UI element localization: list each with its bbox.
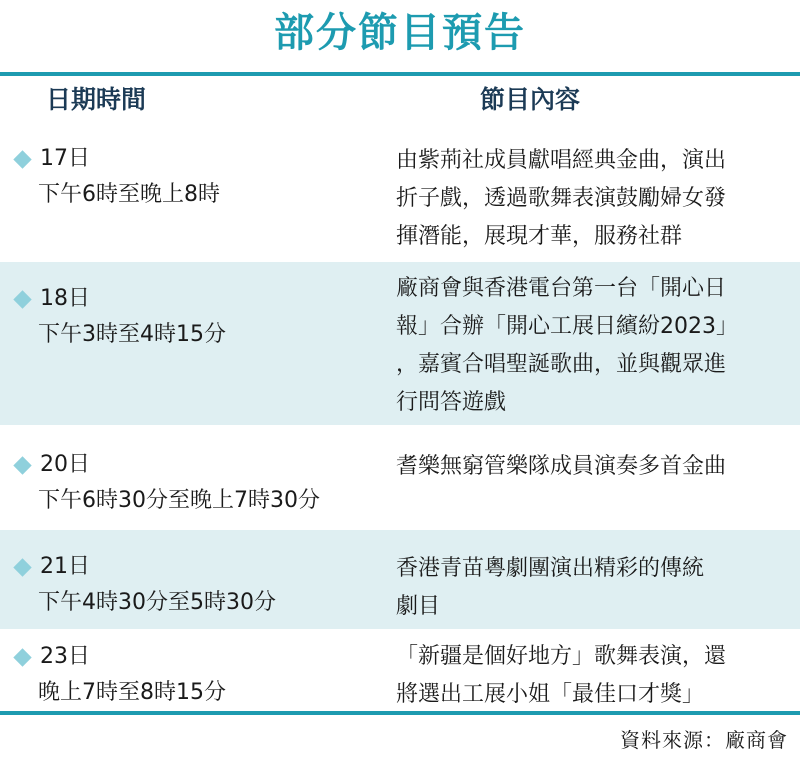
content-line: 香港青苗粵劇團演出精彩的傳統: [396, 556, 705, 581]
content-line: 行問答遊戲: [396, 390, 507, 415]
source-note: 資料來源：廠商會: [620, 728, 788, 752]
column-header-datetime: 日期時間: [46, 85, 147, 114]
row-content: [396, 448, 800, 486]
page-title: 部分節目預告: [274, 9, 526, 56]
table-row: [0, 632, 800, 711]
table-row: [0, 428, 800, 530]
content-line: 將選出工展小姐「最佳口才獎」: [396, 682, 705, 707]
content-line: 「新疆是個好地方」歌舞表演，還: [396, 644, 727, 669]
diamond-bullet-icon: [13, 290, 31, 308]
row-time: 下午6時30分至晚上7時30分: [38, 488, 320, 513]
row-date: 18日: [40, 286, 90, 311]
content-line: 報」合辦「開心工展日繽紛2023」: [396, 314, 738, 339]
row-content: [396, 638, 800, 714]
table-row: [0, 530, 800, 632]
table-row: [0, 122, 800, 262]
content-line: 由紫荊社成員獻唱經典金曲，演出: [396, 148, 727, 173]
content-line: 揮潛能，展現才華，服務社群: [396, 224, 683, 249]
row-content: [396, 270, 800, 422]
content-line: 折子戲，透過歌舞表演鼓勵婦女發: [396, 186, 727, 211]
top-rule: [0, 72, 800, 76]
row-date: 23日: [40, 644, 90, 669]
row-time: 下午4時30分至5時30分: [38, 590, 276, 615]
diamond-bullet-icon: [13, 648, 31, 666]
content-line: 耆樂無窮管樂隊成員演奏多首金曲: [396, 454, 727, 479]
table-row: [0, 262, 800, 428]
diamond-bullet-icon: [13, 456, 31, 474]
row-date: 20日: [40, 452, 90, 477]
row-content: [396, 142, 800, 256]
column-header-content: 節目內容: [480, 85, 581, 114]
content-line: 劇目: [396, 594, 441, 619]
content-line: 廠商會與香港電台第一台「開心日: [396, 276, 727, 301]
bottom-rule: [0, 711, 800, 715]
row-time: 下午3時至4時15分: [38, 322, 226, 347]
row-time: 下午6時至晚上8時: [38, 182, 220, 207]
diamond-bullet-icon: [13, 150, 31, 168]
row-date: 21日: [40, 554, 90, 579]
diamond-bullet-icon: [13, 558, 31, 576]
row-content: [396, 550, 800, 626]
row-date: 17日: [40, 146, 90, 171]
row-time: 晚上7時至8時15分: [38, 680, 226, 705]
content-line: ，嘉賓合唱聖誕歌曲，並與觀眾進: [396, 352, 727, 377]
